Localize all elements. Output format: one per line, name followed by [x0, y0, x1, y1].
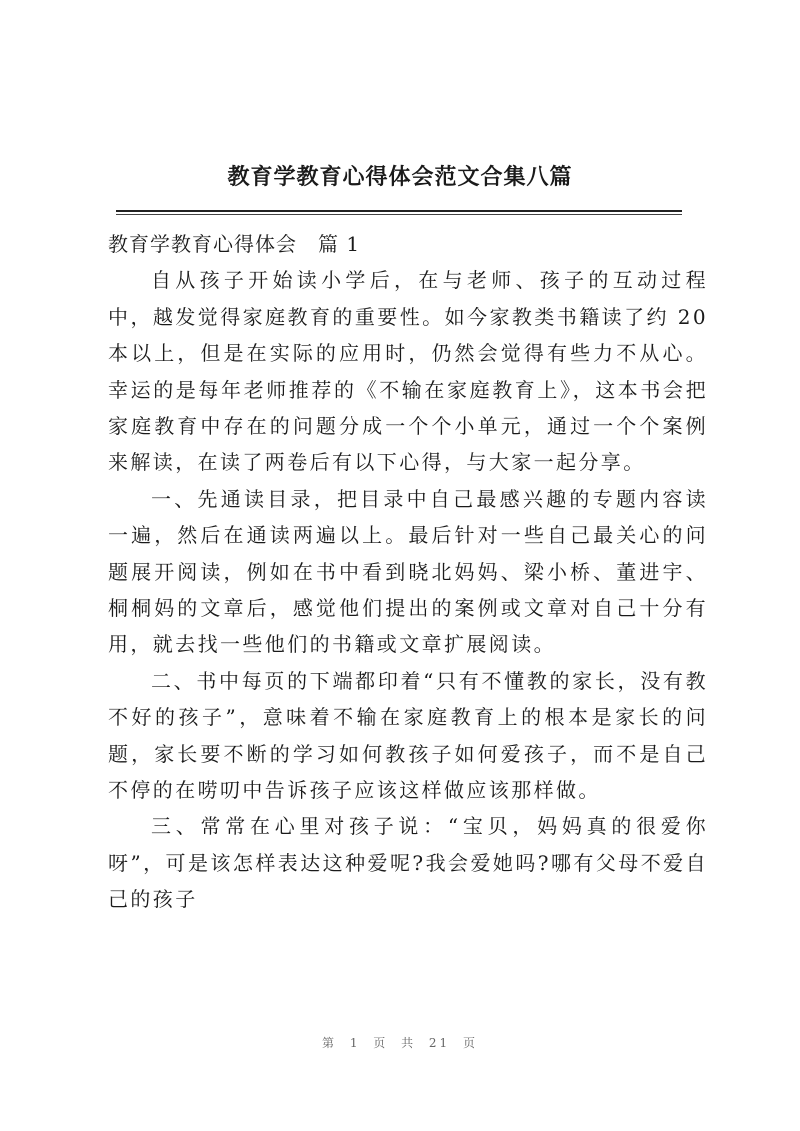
- paragraph-1: 自从孩子开始读小学后，在与老师、孩子的互动过程中，越发觉得家庭教育的重要性。如今家教类书籍读了约 20 本以上，但是在实际的应用时，仍然会觉得有些力不从心。幸运的是每年老师推荐的《不输在家庭教育上》，这本书会把家庭教育中存在的问题分成一个个小单元，通过一个个案例来解读，在读了两卷后有以下心得，与大家一起分享。: [108, 268, 708, 475]
- paragraph-3: 二、书中每页的下端都印着“只有不懂教的家长，没有教不好的孩子”，意味着不输在家庭教育上的根本是家长的问题，家长要不断的学习如何教孩子如何爱孩子，而不是自己不停的在唠叨中告诉孩子应该这样做应该那样做。: [108, 668, 708, 803]
- document-title: 教育学教育心得体会范文合集八篇: [227, 164, 573, 190]
- document-body: [108, 226, 708, 918]
- paragraph-4: 三、常常在心里对孩子说：“宝贝，妈妈真的很爱你呀”，可是该怎样表达这种爱呢?我会爱她吗?哪有父母不爱自己的孩子: [108, 814, 708, 912]
- title-divider-thick: [116, 210, 682, 212]
- title-divider-thin: [116, 214, 682, 215]
- page-number-footer: 第 1 页 共 21 页: [322, 1036, 478, 1050]
- section-heading: 教育学教育心得体会 篇 1: [108, 232, 361, 256]
- paragraph-2: 一、先通读目录，把目录中自己最感兴趣的专题内容读一遍，然后在通读两遍以上。最后针对一些自己最关心的问题展开阅读，例如在书中看到晓北妈妈、梁小桥、董进宇、桐桐妈的文章后，感觉他们提出的案例或文章对自己十分有用，就去找一些他们的书籍或文章扩展阅读。: [108, 486, 708, 657]
